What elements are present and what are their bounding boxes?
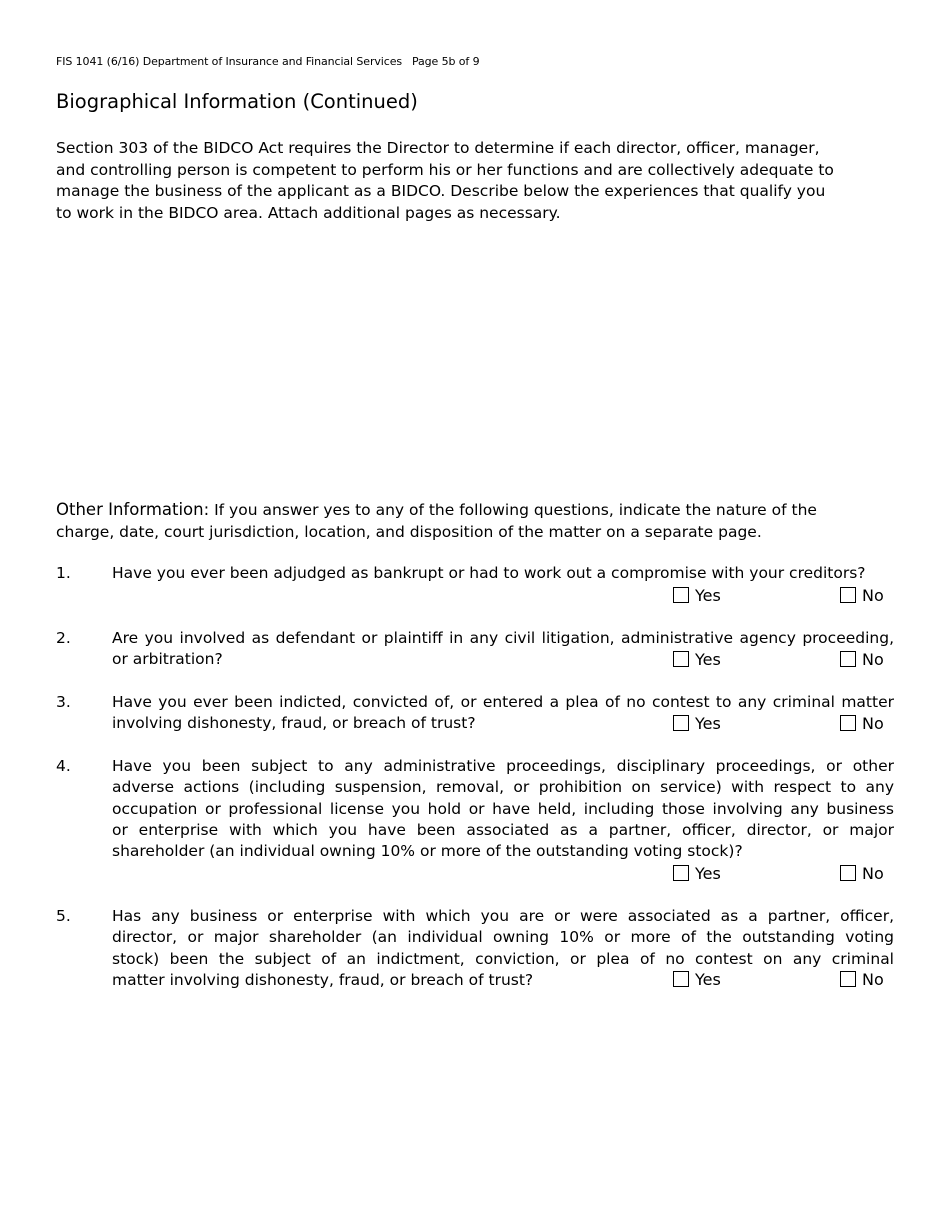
- yes-label: Yes: [695, 864, 721, 883]
- question-number: 1.: [56, 564, 71, 582]
- question-number: 4.: [56, 757, 71, 775]
- no-label: No: [862, 650, 884, 669]
- no-label: No: [862, 864, 884, 883]
- no-label: No: [862, 714, 884, 733]
- question-line: Have you ever been indicted, convicted of, or entered a plea of no contest to any criminal matter: [112, 693, 894, 711]
- question-4: [56, 756, 896, 862]
- yes-label: Yes: [695, 714, 721, 733]
- question-2-yes-option[interactable]: [673, 650, 721, 670]
- yes-label: Yes: [695, 586, 721, 605]
- question-line: Has any business or enterprise with which you are or were associated as a partner, officer,: [112, 907, 894, 925]
- question-line: stock) been the subject of an indictment, conviction, or plea of no contest on any criminal: [112, 949, 894, 968]
- form-header: [56, 55, 480, 68]
- no-label: No: [862, 970, 884, 989]
- intro-paragraph: [56, 138, 896, 224]
- yes-label: Yes: [695, 970, 721, 989]
- question-3-no-option[interactable]: [840, 714, 884, 734]
- checkbox-icon[interactable]: [840, 651, 856, 667]
- question-5: [56, 906, 896, 991]
- question-line: or enterprise with which you have been associated as a partner, officer, director, or major: [112, 820, 894, 839]
- checkbox-icon[interactable]: [673, 651, 689, 667]
- question-1-no-option[interactable]: [840, 586, 884, 606]
- question-5-no-option[interactable]: [840, 970, 884, 990]
- question-1: [56, 563, 896, 584]
- question-text: [112, 692, 894, 735]
- question-number: 2.: [56, 629, 71, 647]
- question-line: matter involving dishonesty, fraud, or breach of trust?: [112, 970, 534, 989]
- checkbox-icon[interactable]: [840, 971, 856, 987]
- question-1-yes-option[interactable]: [673, 586, 721, 606]
- other-info-line-2: charge, date, court jurisdiction, location, and disposition of the matter on a separate page.: [56, 522, 762, 541]
- question-4-yes-option[interactable]: [673, 864, 721, 884]
- page-number: Page 5b of 9: [412, 55, 480, 68]
- checkbox-icon[interactable]: [673, 587, 689, 603]
- question-text: [112, 563, 894, 584]
- intro-line: manage the business of the applicant as a BIDCO. Describe below the experiences that qualify you: [56, 182, 826, 200]
- checkbox-icon[interactable]: [673, 971, 689, 987]
- question-2-no-option[interactable]: [840, 650, 884, 670]
- question-line: adverse actions (including suspension, removal, or prohibition on service) with respect to any: [112, 778, 894, 797]
- question-line: shareholder (an individual owning 10% or more of the outstanding voting stock)?: [112, 842, 743, 861]
- no-label: No: [862, 586, 884, 605]
- question-line: involving dishonesty, fraud, or breach of trust?: [112, 714, 476, 733]
- intro-line: and controlling person is competent to perform his or her functions and are collectively adequate to: [56, 160, 834, 179]
- question-3: [56, 692, 896, 735]
- intro-line: to work in the BIDCO area. Attach additional pages as necessary.: [56, 203, 561, 222]
- checkbox-icon[interactable]: [673, 865, 689, 881]
- question-number: 5.: [56, 907, 71, 925]
- question-3-yes-option[interactable]: [673, 714, 721, 734]
- checkbox-icon[interactable]: [673, 715, 689, 731]
- question-line: Are you involved as defendant or plaintiff in any civil litigation, administrative agency proceeding,: [112, 629, 894, 647]
- question-line: Have you ever been adjudged as bankrupt or had to work out a compromise with your creditors?: [112, 564, 866, 582]
- question-line: occupation or professional license you hold or have held, including those involving any business: [112, 799, 894, 818]
- other-info-lead: Other Information:: [56, 500, 210, 519]
- question-line: Have you been subject to any administrative proceedings, disciplinary proceedings, or other: [112, 757, 894, 775]
- question-text: [112, 756, 894, 862]
- yes-label: Yes: [695, 650, 721, 669]
- section-title: Biographical Information (Continued): [56, 90, 418, 113]
- question-line: director, or major shareholder (an individual owning 10% or more of the outstanding voting: [112, 928, 894, 947]
- checkbox-icon[interactable]: [840, 587, 856, 603]
- checkbox-icon[interactable]: [840, 715, 856, 731]
- other-information: [56, 499, 896, 543]
- checkbox-icon[interactable]: [840, 865, 856, 881]
- question-text: [112, 628, 894, 671]
- question-text: [112, 906, 894, 991]
- question-2: [56, 628, 896, 671]
- other-info-text: If you answer yes to any of the following questions, indicate the nature of the: [209, 501, 817, 519]
- question-line: or arbitration?: [112, 650, 223, 669]
- intro-line: Section 303 of the BIDCO Act requires the Director to determine if each director, officer, manager,: [56, 139, 820, 157]
- question-5-yes-option[interactable]: [673, 970, 721, 990]
- form-info: FIS 1041 (6/16) Department of Insurance and Financial Services: [56, 55, 402, 68]
- question-number: 3.: [56, 693, 71, 711]
- question-4-no-option[interactable]: [840, 864, 884, 884]
- other-info-line-1: [56, 499, 896, 522]
